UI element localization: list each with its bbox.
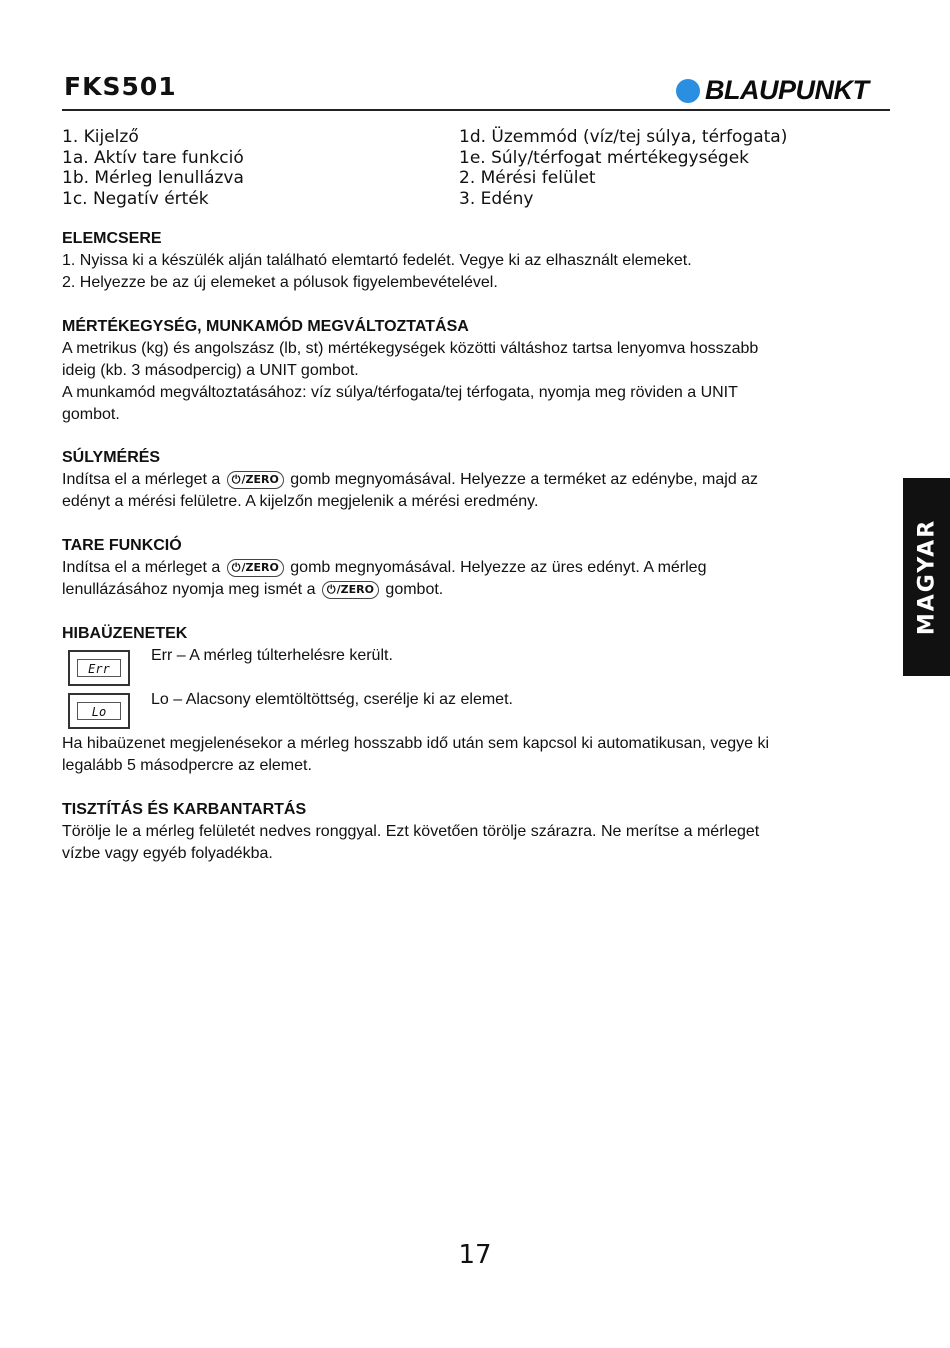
paragraph-line: Ha hibaüzenet megjelenésekor a mérleg hosszabb idő után sem kapcsol ki automatikusan, vegye ki [62, 735, 770, 752]
unit-mode-section [62, 316, 872, 426]
error-item [62, 645, 872, 689]
section-heading: ELEMCSERE [62, 230, 162, 247]
legend-right-column [459, 127, 787, 209]
section-heading: MÉRTÉKEGYSÉG, MUNKAMÓD MEGVÁLTOZTATÁSA [62, 318, 469, 335]
language-tab [903, 478, 950, 676]
legend-item: 1c. Negatív érték [62, 188, 209, 209]
section-heading: HIBAÜZENETEK [62, 625, 188, 642]
paragraph-line: Indítsa el a mérleget a ⏻/ZERO gomb megnyomásával. Helyezze a terméket az edénybe, majd az [62, 471, 759, 488]
paragraph-line: gombot. [62, 406, 120, 423]
language-tab-label: MAGYAR [914, 518, 939, 636]
legend-item: 1. Kijelző [62, 127, 139, 147]
lcd-readout: Lo [77, 702, 121, 720]
errors-section [62, 623, 872, 777]
paragraph-line: 1. Nyissa ki a készülék alján található elemtartó fedelét. Vegye ki az elhasznált elemeket. [62, 252, 692, 269]
header-divider [62, 109, 890, 111]
brand-dot-icon [676, 79, 700, 103]
paragraph-line: legalább 5 másodpercre az elemet. [62, 757, 312, 774]
tare-section [62, 535, 872, 601]
legend-item: 1d. Üzemmód (víz/tej súlya, térfogata) [459, 127, 788, 147]
legend-item: 2. Mérési felület [459, 168, 596, 188]
section-heading: TARE FUNKCIÓ [62, 537, 182, 554]
paragraph-line: A metrikus (kg) és angolszász (lb, st) mértékegységek közötti váltáshoz tartsa lenyomva hosszabb [62, 340, 759, 357]
weighing-section [62, 447, 872, 513]
zero-button-symbol: ⏻/ZERO [227, 471, 284, 489]
paragraph-line: 2. Helyezze be az új elemeket a pólusok figyelembevételével. [62, 274, 498, 291]
legend-item: 1a. Aktív tare funkció [62, 147, 244, 168]
power-icon: ⏻ [326, 583, 336, 596]
paragraph-line: lenullázásához nyomja meg ismét a ⏻/ZERO gombot. [62, 581, 444, 598]
paragraph-line: ideig (kb. 3 másodpercig) a UNIT gombot. [62, 362, 359, 379]
error-item [62, 689, 872, 733]
legend-item: 1e. Súly/térfogat mértékegységek [459, 147, 750, 168]
battery-section [62, 228, 872, 294]
zero-button-symbol: ⏻/ZERO [322, 581, 379, 599]
cleaning-section [62, 799, 872, 865]
error-description: Err – A mérleg túlterhelésre került. [151, 647, 393, 664]
legend-item: 3. Edény [459, 188, 534, 209]
paragraph-line: Indítsa el a mérleget a ⏻/ZERO gomb megnyomásával. Helyezze az üres edényt. A mérleg [62, 559, 707, 576]
paragraph-line: A munkamód megváltoztatásához: víz súlya/térfogata/tej térfogata, nyomja meg röviden a UNIT [62, 384, 738, 401]
zero-button-symbol: ⏻/ZERO [227, 559, 284, 577]
brand-logo [676, 75, 869, 106]
lcd-display-icon [68, 693, 130, 729]
error-description: Lo – Alacsony elemtöltöttség, cserélje ki az elemet. [151, 691, 513, 708]
lcd-readout: Err [77, 659, 121, 677]
section-heading: SÚLYMÉRÉS [62, 449, 161, 466]
legend-left-column [62, 127, 244, 209]
lcd-display-icon [68, 650, 130, 686]
page-number: 17 [458, 1240, 492, 1270]
legend-item: 1b. Mérleg lenullázva [62, 168, 244, 188]
brand-name: BLAUPUNKT [705, 75, 869, 105]
model-title: FKS501 [64, 72, 177, 101]
power-icon: ⏻ [231, 561, 241, 574]
paragraph-line: vízbe vagy egyéb folyadékba. [62, 845, 273, 862]
paragraph-line: Törölje le a mérleg felületét nedves ronggyal. Ezt követően törölje szárazra. Ne merítse a mérleget [62, 823, 760, 840]
power-icon: ⏻ [231, 473, 241, 486]
paragraph-line: edényt a mérési felületre. A kijelzőn megjelenik a mérési eredmény. [62, 493, 539, 510]
section-heading: TISZTÍTÁS ÉS KARBANTARTÁS [62, 801, 307, 818]
